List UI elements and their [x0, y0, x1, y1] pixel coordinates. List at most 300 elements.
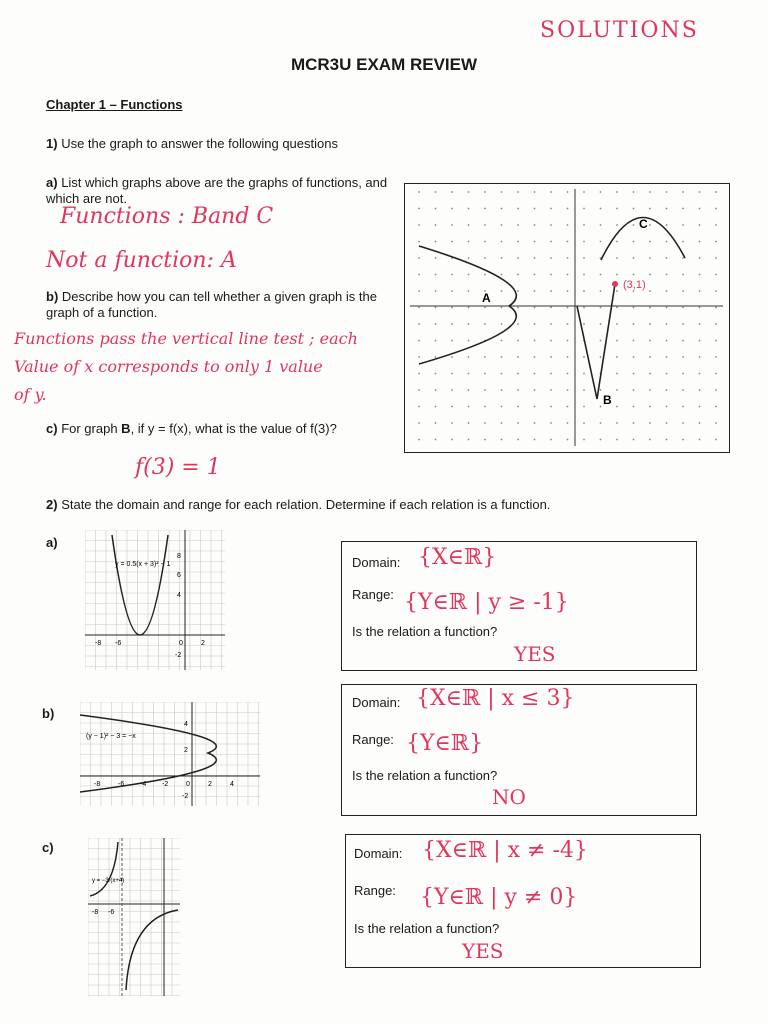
q1c-letter: c)	[46, 421, 58, 436]
grid-dot	[600, 406, 602, 408]
grid-dot	[600, 439, 602, 441]
q1a-text: List which graphs above are the graphs of functions, and which are not.	[46, 175, 388, 206]
grid-dot	[616, 323, 618, 325]
q2c-equation: y = −3/(x+4)	[92, 878, 125, 884]
grid-dot	[600, 422, 602, 424]
grid-dot	[649, 356, 651, 358]
grid-dot	[550, 406, 552, 408]
grid-dot	[451, 340, 453, 342]
q2a-tick-y: -2	[175, 652, 182, 659]
grid-dot	[534, 257, 536, 259]
grid-dot	[517, 406, 519, 408]
grid-dot	[583, 389, 585, 391]
grid-dot	[534, 422, 536, 424]
grid-dot	[583, 307, 585, 309]
q1b-answer-line3: of y.	[14, 385, 47, 404]
grid-dot	[468, 323, 470, 325]
grid-dot	[501, 373, 503, 375]
grid-dot	[666, 257, 668, 259]
q1a-answer-functions: Functions : Band C	[60, 204, 274, 229]
grid-dot	[633, 406, 635, 408]
grid-dot	[649, 422, 651, 424]
grid-dot	[699, 241, 701, 243]
grid-dot	[484, 323, 486, 325]
q2a-range-label: Range:	[352, 587, 394, 602]
grid-dot	[435, 208, 437, 210]
grid-dot	[616, 439, 618, 441]
grid-dot	[468, 224, 470, 226]
grid-dot	[468, 191, 470, 193]
grid-dot	[567, 406, 569, 408]
grid-dot	[534, 323, 536, 325]
grid-dot	[715, 340, 717, 342]
grid-dot	[699, 257, 701, 259]
grid-dot	[567, 422, 569, 424]
grid-dot	[633, 191, 635, 193]
q2b-tick-y: 2	[184, 747, 188, 754]
grid-dot	[517, 422, 519, 424]
grid-dot	[649, 208, 651, 210]
grid-dot	[435, 422, 437, 424]
grid-dot	[501, 340, 503, 342]
grid-dot	[583, 241, 585, 243]
grid-dot	[567, 191, 569, 193]
grid-dot	[517, 356, 519, 358]
grid-dot	[583, 356, 585, 358]
grid-dot	[517, 224, 519, 226]
q2a-tick-y: 6	[177, 572, 181, 579]
grid-dot	[451, 224, 453, 226]
grid-dot	[550, 373, 552, 375]
grid-dot	[699, 290, 701, 292]
grid-dot	[567, 208, 569, 210]
grid-dot	[649, 274, 651, 276]
grid-dot	[583, 422, 585, 424]
grid-dot	[501, 422, 503, 424]
q2-prompt	[46, 497, 550, 513]
grid-dot	[550, 241, 552, 243]
grid-dot	[649, 224, 651, 226]
grid-dot	[715, 373, 717, 375]
grid-dot	[715, 241, 717, 243]
grid-dot	[649, 307, 651, 309]
grid-dot	[649, 290, 651, 292]
grid-dot	[517, 290, 519, 292]
q1a-answer-not: Not a function: A	[46, 248, 237, 273]
grid-dot	[550, 323, 552, 325]
grid-dot	[583, 191, 585, 193]
grid-dot	[550, 340, 552, 342]
grid-dot	[418, 191, 420, 193]
grid-dot	[600, 340, 602, 342]
grid-dot	[418, 373, 420, 375]
grid-dot	[567, 439, 569, 441]
grid-dot	[468, 439, 470, 441]
grid-dot	[484, 373, 486, 375]
grid-dot	[567, 356, 569, 358]
grid-dot	[484, 406, 486, 408]
q2b-tick-x: 2	[208, 781, 212, 788]
grid-dot	[649, 389, 651, 391]
grid-dot	[550, 422, 552, 424]
grid-dot	[633, 356, 635, 358]
q2a-tick-y: 8	[177, 553, 181, 560]
q2a-tick-x: -6	[115, 640, 122, 647]
grid-dot	[649, 191, 651, 193]
q2a-domain-label: Domain:	[352, 555, 401, 570]
grid-dot	[501, 406, 503, 408]
grid-dot	[583, 290, 585, 292]
grid-dot	[550, 274, 552, 276]
grid-dot	[484, 356, 486, 358]
grid-dot	[567, 323, 569, 325]
grid-dot	[616, 224, 618, 226]
grid-dot	[451, 241, 453, 243]
grid-dot	[715, 274, 717, 276]
grid-dot	[567, 224, 569, 226]
grid-dot	[468, 257, 470, 259]
grid-dot	[583, 323, 585, 325]
grid-dot	[418, 356, 420, 358]
grid-dot	[699, 307, 701, 309]
grid-dot	[567, 241, 569, 243]
grid-dot	[451, 208, 453, 210]
grid-dot	[534, 241, 536, 243]
grid-dot	[633, 323, 635, 325]
grid-dot	[418, 406, 420, 408]
q2b-tick-x: -4	[140, 781, 147, 788]
q2b-function-answer: NO	[492, 785, 526, 809]
grid-dot	[715, 356, 717, 358]
grid-dot	[715, 422, 717, 424]
grid-dot	[550, 290, 552, 292]
grid-dot	[715, 406, 717, 408]
q2b-tick-x: 4	[230, 781, 234, 788]
q1a-letter: a)	[46, 175, 58, 190]
q1b-letter: b)	[46, 289, 59, 304]
grid-dot	[682, 191, 684, 193]
grid-dot	[418, 340, 420, 342]
grid-dot	[616, 373, 618, 375]
grid-dot	[715, 290, 717, 292]
grid-dot	[715, 224, 717, 226]
q2a-tick-x: 2	[201, 640, 205, 647]
grid-dot	[616, 340, 618, 342]
grid-dot	[484, 439, 486, 441]
grid-dot	[418, 323, 420, 325]
grid-dot	[468, 290, 470, 292]
grid-dot	[633, 274, 635, 276]
grid-dot	[517, 340, 519, 342]
grid-dot	[616, 389, 618, 391]
grid-dot	[699, 356, 701, 358]
grid-dot	[451, 406, 453, 408]
grid-dot	[418, 257, 420, 259]
q1-number: 1)	[46, 136, 58, 151]
q2c-answer-box	[345, 834, 701, 968]
grid-dot	[451, 191, 453, 193]
grid-dot	[501, 439, 503, 441]
q2a-parabola	[112, 535, 168, 635]
q1-label-a: A	[482, 291, 491, 305]
q2b-tick-y: 4	[184, 721, 188, 728]
grid-dot	[534, 290, 536, 292]
grid-dot	[484, 208, 486, 210]
grid-dot	[534, 191, 536, 193]
q2a-tick-x: -8	[95, 640, 102, 647]
grid-dot	[517, 439, 519, 441]
grid-dot	[468, 422, 470, 424]
grid-dot	[600, 274, 602, 276]
grid-dot	[616, 241, 618, 243]
grid-dot	[534, 307, 536, 309]
q2c-function-answer: YES	[462, 939, 504, 963]
grid-dot	[666, 307, 668, 309]
grid-dot	[666, 439, 668, 441]
grid-dot	[666, 422, 668, 424]
grid-dot	[682, 356, 684, 358]
grid-dot	[682, 389, 684, 391]
grid-dot	[600, 290, 602, 292]
grid-dot	[534, 224, 536, 226]
grid-dot	[534, 406, 536, 408]
q2c-graph-svg	[88, 838, 180, 996]
grid-dot	[534, 340, 536, 342]
q1c-question	[46, 421, 337, 437]
q2b-domain-answer: {X∈ℝ | x ≤ 3}	[416, 686, 575, 711]
grid-dot	[534, 439, 536, 441]
grid-dot	[435, 356, 437, 358]
grid-dot	[435, 307, 437, 309]
grid-dot	[699, 191, 701, 193]
q1c-text-post: , if y = f(x), what is the value of f(3)?	[130, 421, 337, 436]
q2b-tick-x: -6	[118, 781, 125, 788]
grid-dot	[435, 257, 437, 259]
grid-dot	[583, 373, 585, 375]
grid-dot	[517, 323, 519, 325]
grid-dot	[633, 422, 635, 424]
grid-dot	[435, 340, 437, 342]
grid-dot	[583, 406, 585, 408]
grid-dot	[633, 208, 635, 210]
grid-dot	[600, 208, 602, 210]
grid-dot	[616, 406, 618, 408]
grid-dot	[418, 274, 420, 276]
q1-prompt	[46, 136, 338, 152]
grid-dot	[567, 257, 569, 259]
solutions-label: SOLUTIONS	[540, 18, 699, 43]
q1-graph-svg	[405, 184, 728, 451]
q2b-tick-x: -8	[94, 781, 101, 788]
grid-dot	[616, 307, 618, 309]
grid-dot	[633, 373, 635, 375]
q1b-answer-line2: Value of x corresponds to only 1 value	[14, 357, 323, 376]
grid-dot	[666, 340, 668, 342]
grid-dot	[501, 274, 503, 276]
grid-dot	[501, 257, 503, 259]
q2a-range-answer: {Y∈ℝ | y ≥ -1}	[404, 590, 569, 615]
q1c-graph-name: B	[121, 421, 131, 436]
grid-dot	[484, 191, 486, 193]
grid-dot	[682, 340, 684, 342]
q2c-branch-left	[90, 842, 118, 896]
grid-dot	[699, 406, 701, 408]
grid-dot	[501, 191, 503, 193]
q1-label-b: B	[603, 393, 612, 407]
grid-dot	[451, 373, 453, 375]
grid-dot	[534, 373, 536, 375]
q1-curve-b	[577, 284, 615, 399]
grid-dot	[501, 389, 503, 391]
grid-dot	[699, 422, 701, 424]
grid-dot	[699, 439, 701, 441]
q2b-function-question: Is the relation a function?	[352, 768, 498, 783]
q2c-range-label: Range:	[354, 883, 396, 898]
q2b-graph	[80, 702, 260, 806]
grid-dot	[567, 389, 569, 391]
grid-dot	[633, 257, 635, 259]
grid-dot	[682, 439, 684, 441]
grid-dot	[715, 389, 717, 391]
q1-grid-dots	[418, 191, 717, 440]
q2c-grid	[88, 838, 180, 996]
grid-dot	[682, 373, 684, 375]
grid-dot	[715, 257, 717, 259]
q2b-grid	[80, 702, 260, 806]
q2a-domain-answer: {X∈ℝ}	[418, 545, 497, 570]
grid-dot	[600, 389, 602, 391]
grid-dot	[550, 389, 552, 391]
grid-dot	[699, 340, 701, 342]
grid-dot	[550, 191, 552, 193]
grid-dot	[501, 323, 503, 325]
grid-dot	[649, 340, 651, 342]
grid-dot	[484, 241, 486, 243]
grid-dot	[666, 406, 668, 408]
grid-dot	[435, 224, 437, 226]
grid-dot	[633, 241, 635, 243]
grid-dot	[616, 257, 618, 259]
q1a-question	[46, 175, 391, 207]
grid-dot	[501, 307, 503, 309]
grid-dot	[468, 241, 470, 243]
q2a-graph	[85, 530, 225, 670]
grid-dot	[666, 356, 668, 358]
grid-dot	[550, 257, 552, 259]
page-title: MCR3U EXAM REVIEW	[290, 55, 478, 74]
grid-dot	[600, 241, 602, 243]
grid-dot	[468, 373, 470, 375]
grid-dot	[451, 290, 453, 292]
q2a-letter: a)	[46, 535, 58, 550]
grid-dot	[451, 422, 453, 424]
grid-dot	[715, 439, 717, 441]
grid-dot	[517, 373, 519, 375]
grid-dot	[435, 439, 437, 441]
grid-dot	[666, 323, 668, 325]
grid-dot	[567, 340, 569, 342]
grid-dot	[517, 389, 519, 391]
grid-dot	[666, 191, 668, 193]
q2a-grid	[85, 530, 225, 670]
grid-dot	[699, 208, 701, 210]
grid-dot	[715, 208, 717, 210]
grid-dot	[550, 208, 552, 210]
q2a-tick-y: 4	[177, 592, 181, 599]
grid-dot	[484, 389, 486, 391]
grid-dot	[567, 290, 569, 292]
grid-dot	[451, 439, 453, 441]
grid-dot	[583, 257, 585, 259]
q2c-tick-x: -6	[108, 909, 115, 916]
grid-dot	[633, 307, 635, 309]
grid-dot	[484, 307, 486, 309]
q2b-range-answer: {Y∈ℝ}	[406, 731, 484, 756]
grid-dot	[517, 241, 519, 243]
grid-dot	[666, 290, 668, 292]
grid-dot	[451, 389, 453, 391]
q2c-tick-x: -8	[92, 909, 99, 916]
grid-dot	[517, 257, 519, 259]
grid-dot	[484, 224, 486, 226]
grid-dot	[715, 323, 717, 325]
q2b-tick-x: -2	[162, 781, 169, 788]
q2-number: 2)	[46, 497, 58, 512]
grid-dot	[418, 307, 420, 309]
grid-dot	[550, 356, 552, 358]
q2b-domain-label: Domain:	[352, 695, 401, 710]
grid-dot	[567, 373, 569, 375]
q2b-graph-svg	[80, 702, 260, 806]
grid-dot	[451, 307, 453, 309]
grid-dot	[517, 208, 519, 210]
grid-dot	[616, 274, 618, 276]
grid-dot	[418, 439, 420, 441]
grid-dot	[550, 224, 552, 226]
q2b-tick-y: -2	[182, 793, 189, 800]
grid-dot	[484, 422, 486, 424]
q2a-graph-svg	[85, 530, 225, 670]
grid-dot	[418, 422, 420, 424]
chapter-heading: Chapter 1 – Functions	[46, 97, 183, 112]
q2b-answer-box	[341, 684, 697, 816]
grid-dot	[435, 389, 437, 391]
grid-dot	[435, 241, 437, 243]
q1b-question	[46, 289, 391, 321]
grid-dot	[682, 406, 684, 408]
q1b-text: Describe how you can tell whether a given graph is the graph of a function.	[46, 289, 377, 320]
grid-dot	[451, 356, 453, 358]
q1c-text-pre: For graph	[61, 421, 122, 436]
grid-dot	[649, 373, 651, 375]
grid-dot	[633, 389, 635, 391]
grid-dot	[699, 389, 701, 391]
q2c-domain-answer: {X∈ℝ | x ≠ -4}	[422, 838, 588, 863]
grid-dot	[600, 191, 602, 193]
grid-dot	[682, 422, 684, 424]
q1-curve-a	[419, 246, 516, 364]
grid-dot	[649, 406, 651, 408]
grid-dot	[451, 323, 453, 325]
grid-dot	[567, 274, 569, 276]
grid-dot	[600, 307, 602, 309]
grid-dot	[616, 191, 618, 193]
grid-dot	[666, 389, 668, 391]
grid-dot	[501, 224, 503, 226]
grid-dot	[633, 224, 635, 226]
grid-dot	[682, 241, 684, 243]
grid-dot	[451, 274, 453, 276]
